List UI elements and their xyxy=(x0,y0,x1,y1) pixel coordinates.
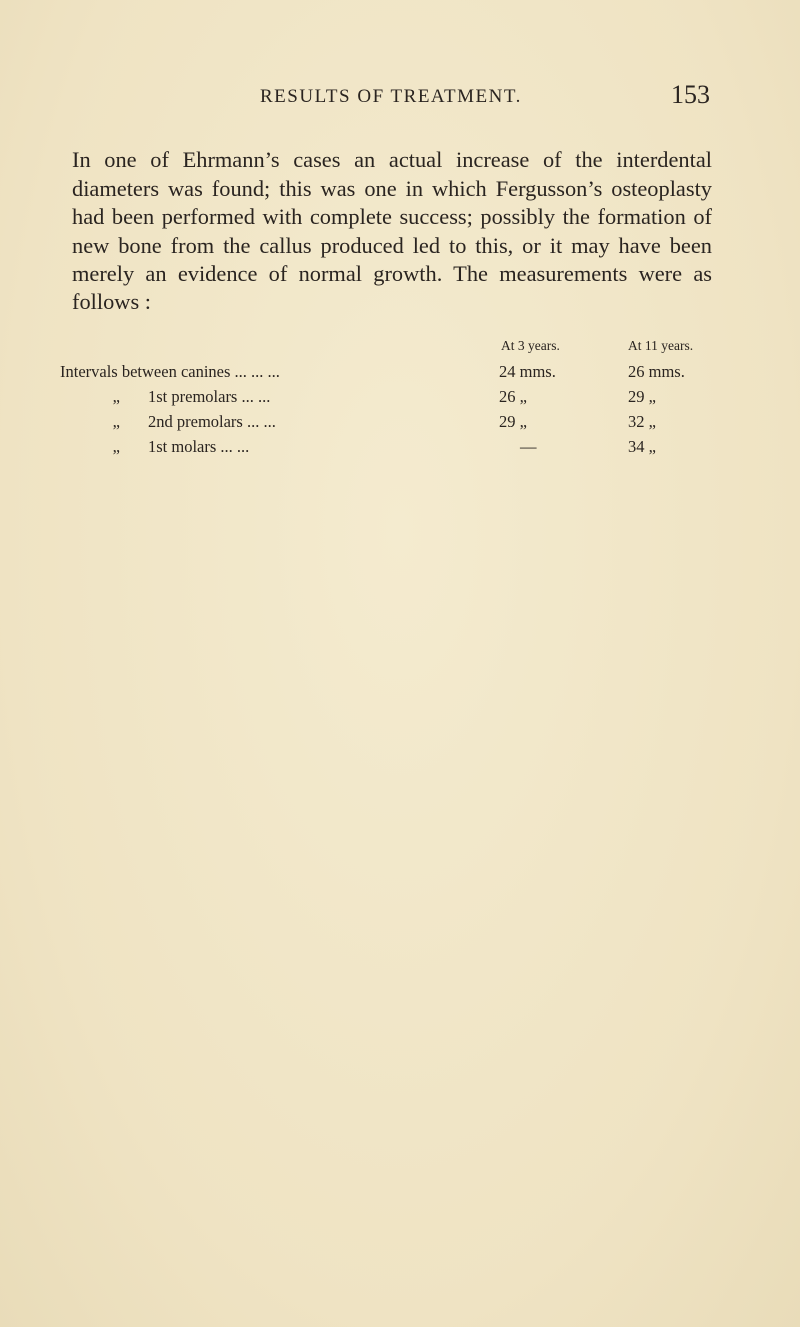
table-row-2nd-premolars xyxy=(60,412,720,434)
row-label: Intervals between canines ... ... ... xyxy=(60,362,280,381)
ditto-mark: „ xyxy=(112,412,120,431)
value-11-years: 29 „ xyxy=(628,387,656,406)
row-label: 1st premolars ... ... xyxy=(148,387,271,406)
value-3-years: 24 mms. xyxy=(499,362,556,381)
body-paragraph: In one of Ehrmann’s cases an actual increase of the interdental diameters was found; this was one in which Fergusson’s osteoplasty had been performed with complete success; possibly the formation of new bone from the callus produced led to this, or it may have been merely an evidence of normal growth. The measurements were as follows : xyxy=(72,147,712,315)
page-number: 153 xyxy=(671,80,710,109)
ditto-mark: „ xyxy=(112,437,120,456)
value-3-years: 29 „ xyxy=(499,412,527,431)
row-label: 2nd premolars ... ... xyxy=(148,412,276,431)
table-row-1st-premolars xyxy=(60,387,720,409)
table-row-1st-molars xyxy=(60,437,720,459)
running-head xyxy=(60,80,710,114)
value-11-years: 26 mms. xyxy=(628,362,685,381)
value-3-years: — xyxy=(520,437,537,456)
column-header-11-years: At 11 years. xyxy=(628,338,694,353)
column-header-3-years: At 3 years. xyxy=(501,338,560,353)
value-3-years: 26 „ xyxy=(499,387,527,406)
table-row-canines xyxy=(60,362,720,384)
value-11-years: 34 „ xyxy=(628,437,656,456)
row-label: 1st molars ... ... xyxy=(148,437,250,456)
ditto-mark: „ xyxy=(112,387,120,406)
value-11-years: 32 „ xyxy=(628,412,656,431)
running-title: RESULTS OF TREATMENT. xyxy=(260,86,522,107)
